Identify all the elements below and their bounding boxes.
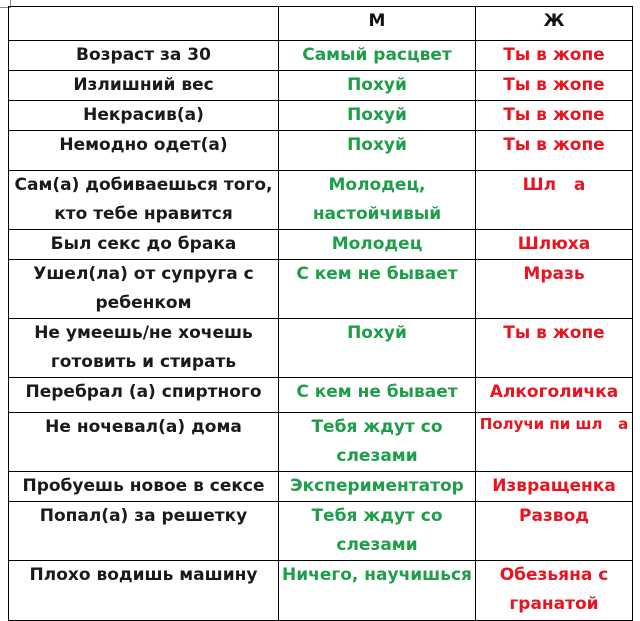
- question-cell: Не ночевал(а) дома: [9, 413, 279, 472]
- women-answer-cell: Развод: [476, 502, 633, 561]
- men-answer-cell: Похуй: [279, 101, 476, 131]
- women-answer-cell: Ты в жопе: [476, 41, 633, 71]
- table-row: [9, 413, 633, 472]
- women-answer-cell: Ты в жопе: [476, 101, 633, 131]
- question-cell: Возраст за 30: [9, 41, 279, 71]
- question-cell: Не умеешь/не хочешь готовить и стирать: [9, 319, 279, 378]
- header-men-cell: М: [279, 7, 476, 41]
- table-row: [9, 131, 633, 171]
- men-answer-cell: Молодец, настойчивый: [279, 171, 476, 230]
- men-answer-cell: С кем не бывает: [279, 378, 476, 413]
- header-row: [9, 7, 633, 41]
- women-answer-cell: Ты в жопе: [476, 71, 633, 101]
- question-cell: Плохо водишь машину: [9, 561, 279, 621]
- question-cell: Перебрал (а) спиртного: [9, 378, 279, 413]
- table-row: [9, 71, 633, 101]
- women-answer-cell: Шлюха: [476, 230, 633, 260]
- men-answer-cell: Ничего, научишься: [279, 561, 476, 621]
- table-row: [9, 502, 633, 561]
- men-answer-cell: Экспериментатор: [279, 472, 476, 502]
- question-cell: Пробуешь новое в сексе: [9, 472, 279, 502]
- table-row: [9, 319, 633, 378]
- table-row: [9, 41, 633, 71]
- table-row: [9, 260, 633, 319]
- table-row: [9, 561, 633, 621]
- men-answer-cell: С кем не бывает: [279, 260, 476, 319]
- header-empty-cell: [9, 7, 279, 41]
- women-answer-cell: Шл а: [476, 171, 633, 230]
- men-answer-cell: Тебя ждут со слезами: [279, 502, 476, 561]
- question-cell: Сам(а) добиваешься того, кто тебе нравится: [9, 171, 279, 230]
- men-answer-cell: Похуй: [279, 71, 476, 101]
- question-cell: Излишний вес: [9, 71, 279, 101]
- women-answer-cell: Обезьяна с гранатой: [476, 561, 633, 621]
- table-row: [9, 171, 633, 230]
- header-women-cell: Ж: [476, 7, 633, 41]
- table-row: [9, 230, 633, 260]
- women-answer-cell: Ты в жопе: [476, 319, 633, 378]
- question-cell: Немодно одет(а): [9, 131, 279, 171]
- women-answer-cell: Получи пи шл а: [476, 413, 633, 472]
- men-answer-cell: Молодец: [279, 230, 476, 260]
- question-cell: Ушел(ла) от супруга с ребенком: [9, 260, 279, 319]
- table-row: [9, 101, 633, 131]
- men-answer-cell: Похуй: [279, 131, 476, 171]
- women-answer-cell: Алкоголичка: [476, 378, 633, 413]
- question-cell: Был секс до брака: [9, 230, 279, 260]
- comparison-table: [8, 6, 633, 621]
- women-answer-cell: Извращенка: [476, 472, 633, 502]
- men-answer-cell: Тебя ждут со слезами: [279, 413, 476, 472]
- women-answer-cell: Ты в жопе: [476, 131, 633, 171]
- question-cell: Некрасив(а): [9, 101, 279, 131]
- men-answer-cell: Самый расцвет: [279, 41, 476, 71]
- women-answer-cell: Мразь: [476, 260, 633, 319]
- men-answer-cell: Похуй: [279, 319, 476, 378]
- question-cell: Попал(а) за решетку: [9, 502, 279, 561]
- table-row: [9, 472, 633, 502]
- table-row: [9, 378, 633, 413]
